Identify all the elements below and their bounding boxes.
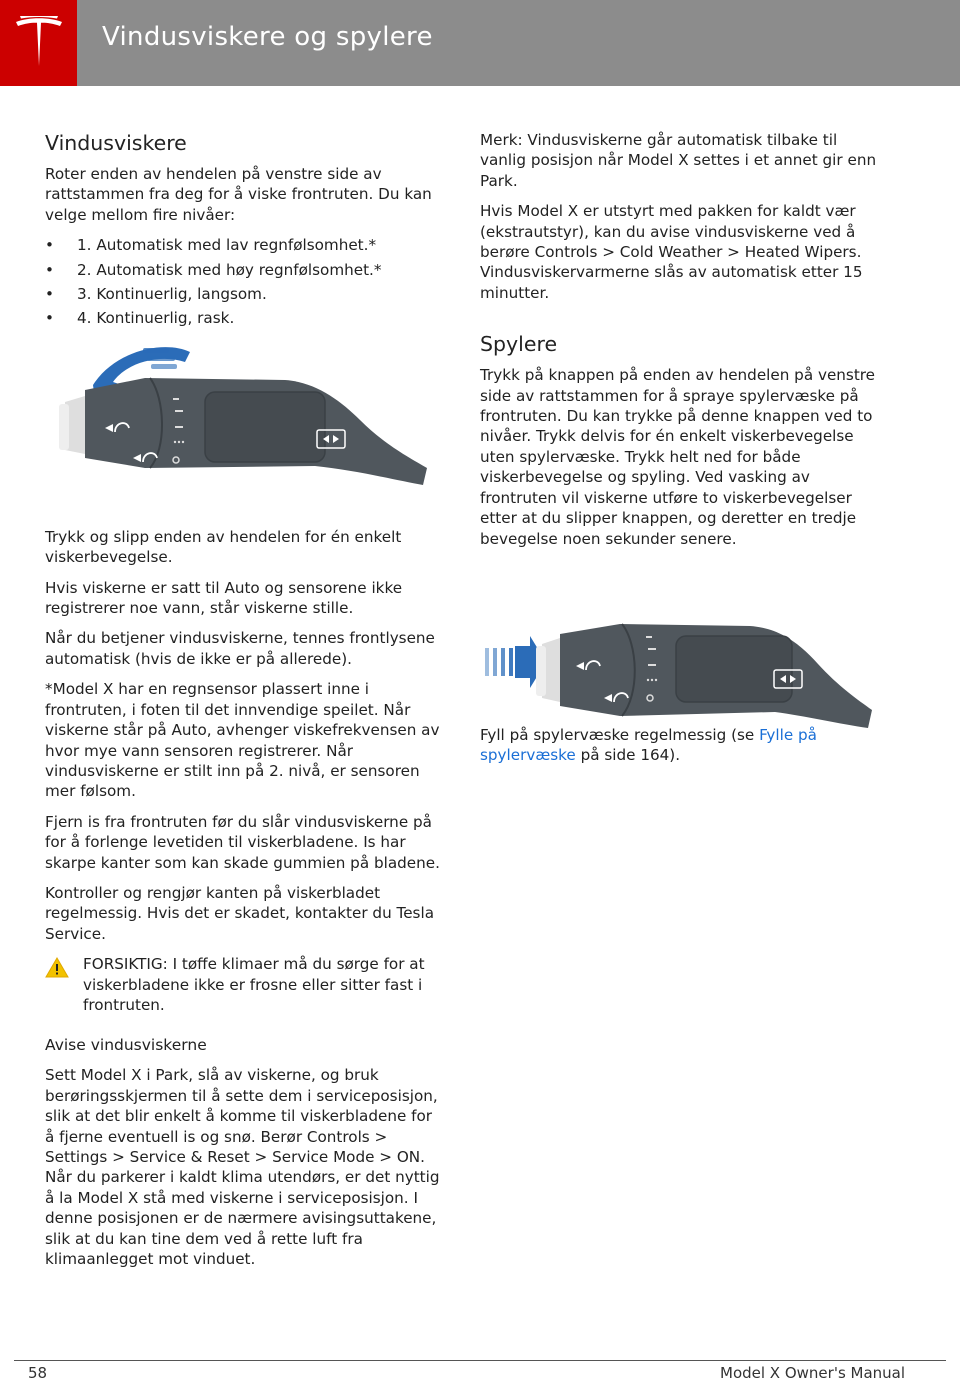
- caution-note: [45, 954, 445, 1015]
- fill-text-pre: Fyll på spylervæske regelmessig (se: [480, 725, 760, 744]
- page-title: Vindusviskere og spylere: [102, 22, 433, 52]
- note-paragraph: Merk: Vindusviskerne går automatisk tilbake til vanlig posisjon når Model X settes i et annet gir enn Park.: [480, 131, 877, 190]
- list-item: • 1. Automatisk med lav regnfølsomhet.*: [45, 235, 445, 255]
- paragraph: Kontroller og rengjør kanten på viskerbladet regelmessig. Hvis det er skadet, kontakter du Tesla Service.: [45, 883, 434, 943]
- wiper-stalk-image: [55, 340, 435, 490]
- page-number: 58: [28, 1364, 48, 1382]
- tesla-logo-icon: [14, 16, 64, 68]
- wiper-levels-list: [45, 235, 445, 329]
- subheading-deice: Avise vindusviskerne: [45, 1036, 207, 1055]
- manual-title: Model X Owner's Manual: [720, 1364, 906, 1382]
- fill-text-post: på side 164).: [575, 746, 681, 765]
- paragraph: *Model X har en regnsensor plassert inne i frontruten, i foten til det innvendige speilet. Når viskerne står på Auto, avhenger viskefrekvensen av hvor mye vann sensoren registrerer. Når vindusviskerne er stilt inn på 2. nivå, er sensoren mer følsom.: [45, 680, 440, 801]
- list-item: • 3. Kontinuerlig, langsom.: [45, 284, 445, 304]
- paragraph: Fjern is fra frontruten før du slår vindusviskerne på for å forlenge levetiden til viskerbladene. Is har skarpe kanter som kan skade gummien på bladene.: [45, 812, 440, 872]
- paragraph: Sett Model X i Park, slå av viskerne, og bruk berøringsskjermen til å sette dem i serviceposisjon, slik at det blir enkelt å komme til viskerbladene for å fjerne eventuell is og snø. Berør Controls > Settings > Service & Reset > Service Mode > ON. Når du parkerer i kaldt klima utendørs, er det nyttig å la Model X stå med viskerne i serviceposisjon. I denne posisjonen er de nærmere avisingsuttakene, slik at du kan tine dem ved å rette luft fra klimaanlegget mot vinduet.: [45, 1066, 440, 1269]
- warning-icon: [45, 957, 69, 978]
- tesla-logo: [0, 0, 77, 86]
- section-heading-washers: Spylere: [480, 332, 558, 357]
- wipers-intro: Roter enden av hendelen på venstre side av rattstammen fra deg for å viske frontruten. Du kan velge mellom fire nivåer:: [45, 165, 432, 224]
- paragraph: Trykk og slipp enden av hendelen for én enkelt viskerbevegelse.: [45, 527, 402, 567]
- page-header: [0, 0, 960, 86]
- wiper-stalk-illustration: [55, 340, 435, 494]
- paragraph: Når du betjener vindusviskerne, tennes frontlysene automatisk (hvis de ikke er på allerede).: [45, 629, 435, 668]
- left-column: [45, 130, 445, 1279]
- list-item: • 4. Kontinuerlig, rask.: [45, 308, 445, 328]
- paragraph: Hvis Model X er utstyrt med pakken for kaldt vær (ekstrautstyr), kan du avise vindusviskerne ved å berøre Controls > Cold Weather > Heated Wipers. Vindusviskervarmerne slås av automatisk etter 15 minutter.: [480, 202, 863, 302]
- paragraph: Hvis viskerne er satt til Auto og sensorene ikke registrerer noe vann, står viskerne stille.: [45, 578, 403, 618]
- section-heading-wipers: Vindusviskere: [45, 131, 187, 155]
- washer-stalk-image: [480, 610, 875, 740]
- washer-stalk-illustration: [480, 610, 875, 744]
- paragraph: Trykk på knappen på enden av hendelen på venstre side av rattstammen for å spraye spylervæske på frontruten. Du kan trykke på denne knappen ved to nivåer. Trykk delvis for én enkelt viskerbevegelse uten spylervæske. Trykk helt ned for både viskerbevegelse og spyling. Ved vasking av frontruten vil viskerne utføre to viskerbevegelser etter at du slipper knappen, og deretter en tredje bevegelse noen sekunder senere.: [480, 366, 876, 548]
- caution-text: FORSIKTIG: I tøffe klimaer må du sørge for at viskerbladene ikke er frosne eller sitter fast i frontruten.: [83, 955, 425, 1014]
- footer-divider: [14, 1360, 946, 1361]
- list-item: • 2. Automatisk med høy regnfølsomhet.*: [45, 260, 445, 280]
- fill-washer-link[interactable]: Fylle på spylervæske: [480, 725, 817, 765]
